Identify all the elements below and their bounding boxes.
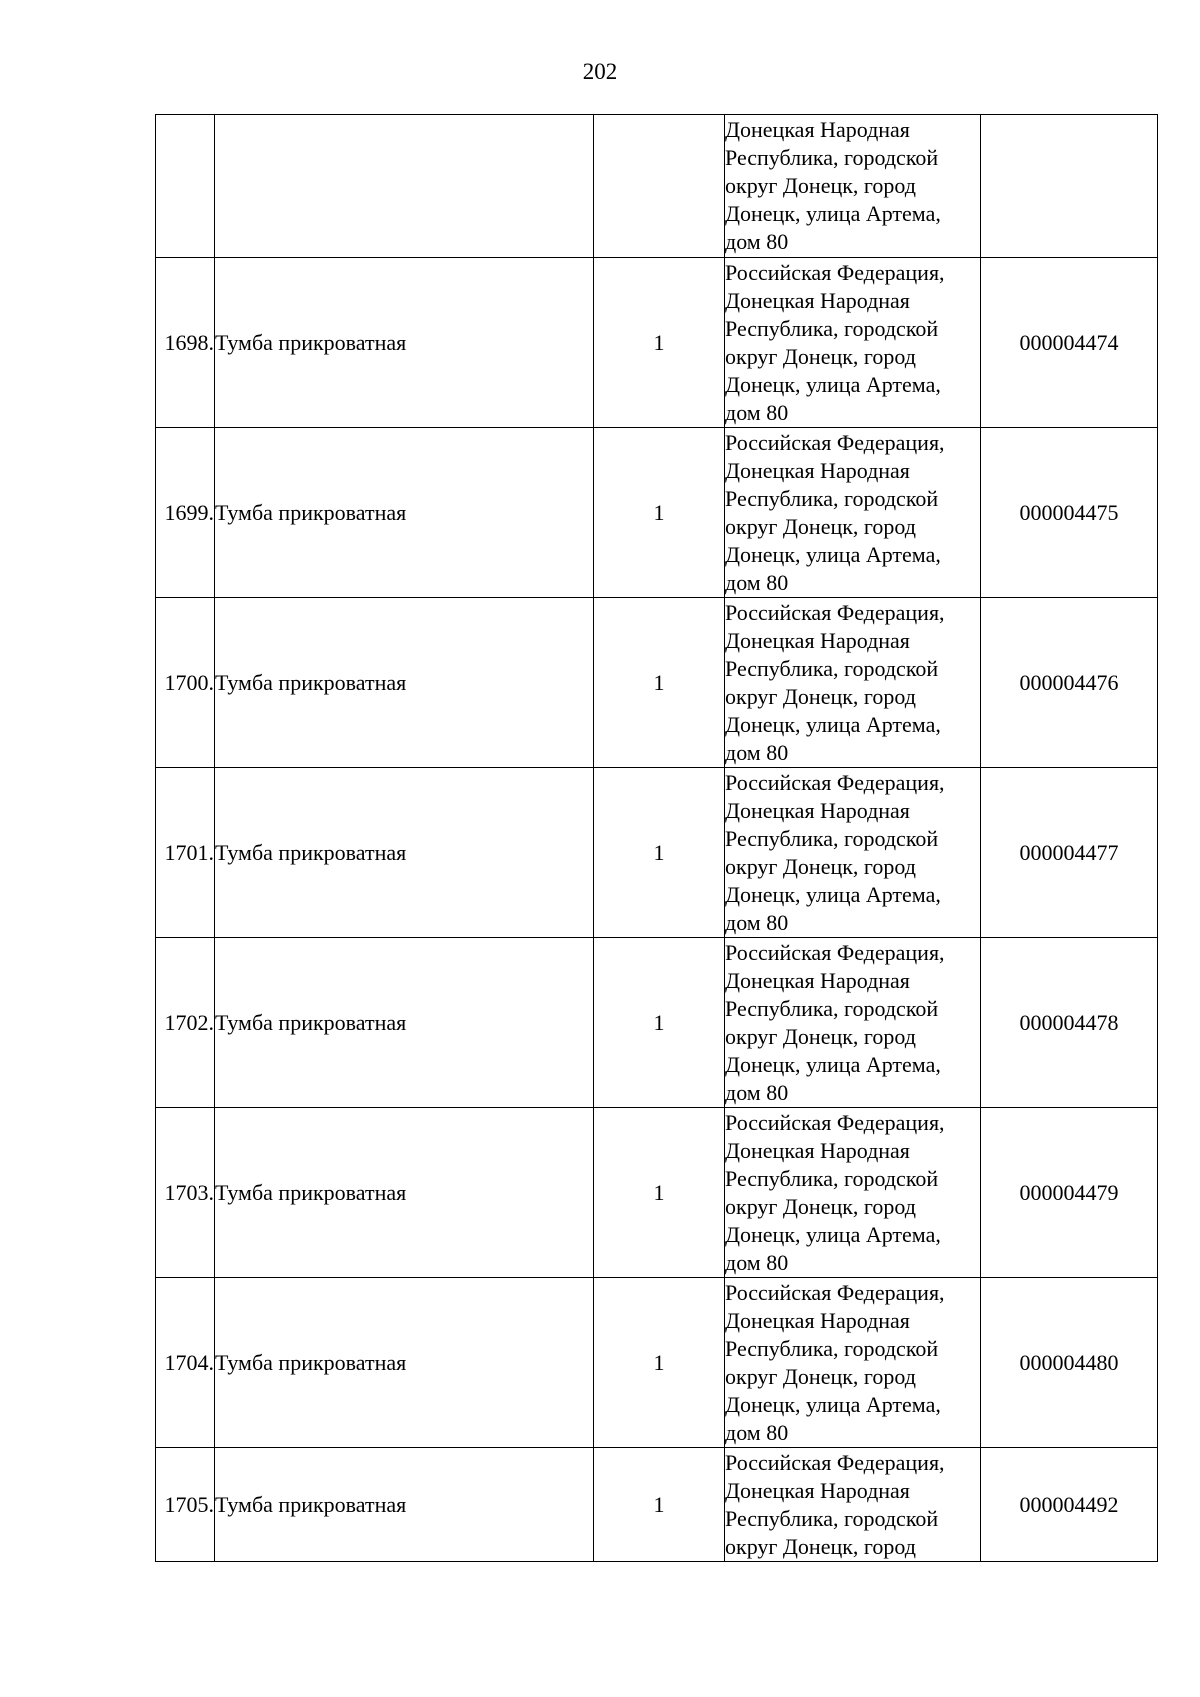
address-line: округ Донецк, город [725,513,916,539]
address-line: Донецкая Народная [725,1477,910,1503]
address-line: Республика, городской [725,145,939,170]
address-line: Республика, городской [725,1505,939,1531]
item-name-cell: Тумба прикроватная [215,598,594,768]
address-line: Республика, городской [725,1165,939,1191]
address-line: Российская Федерация, [725,1449,945,1475]
address-line: Донецкая Народная [725,627,910,653]
address-cell [725,1278,981,1448]
address-line: Российская Федерация, [725,599,945,625]
table-row [156,768,1158,938]
row-number-cell [156,115,215,258]
address-line: Республика, городской [725,485,939,511]
address-line: Российская Федерация, [725,429,945,455]
table-row [156,115,1158,258]
quantity-cell: 1 [594,598,725,768]
address-line: Российская Федерация, [725,1279,945,1305]
address-cell [725,428,981,598]
item-name-cell: Тумба прикроватная [215,1278,594,1448]
item-name-cell: Тумба прикроватная [215,428,594,598]
address-line: Донецкая Народная [725,1307,910,1333]
address-line: дом 80 [725,1419,789,1445]
table-row [156,1448,1158,1562]
quantity-cell: 1 [594,938,725,1108]
address-line: Донецк, улица Артема, [725,1391,941,1417]
address-line: Республика, городской [725,315,939,341]
address-line: округ Донецк, город [725,343,916,369]
address-cell [725,258,981,428]
quantity-cell: 1 [594,1448,725,1562]
address-line: Донецкая Народная [725,1137,910,1163]
address-line: Республика, городской [725,825,939,851]
table-row [156,1278,1158,1448]
item-name-cell [215,115,594,258]
item-name-cell: Тумба прикроватная [215,258,594,428]
row-number-cell: 1705. [156,1448,215,1562]
address-line: дом 80 [725,739,789,765]
address-line: Донецк, улица Артема, [725,371,941,397]
address-line: округ Донецк, город [725,173,916,198]
address-line: Республика, городской [725,1335,939,1361]
inventory-number-cell: 000004476 [981,598,1158,768]
inventory-number-cell: 000004477 [981,768,1158,938]
address-line: округ Донецк, город [725,1363,916,1389]
row-number-cell: 1698. [156,258,215,428]
address-line: Донецкая Народная [725,967,910,993]
row-number-cell: 1702. [156,938,215,1108]
table-row [156,938,1158,1108]
row-number-cell: 1704. [156,1278,215,1448]
row-number-cell: 1700. [156,598,215,768]
address-line: Донецк, улица Артема, [725,1221,941,1247]
quantity-cell: 1 [594,768,725,938]
inventory-number-cell: 000004474 [981,258,1158,428]
address-line: Донецк, улица Артема, [725,541,941,567]
quantity-cell: 1 [594,258,725,428]
address-line: округ Донецк, город [725,683,916,709]
address-line: Донецкая Народная [725,797,910,823]
address-line: дом 80 [725,1249,789,1275]
row-number-cell: 1699. [156,428,215,598]
address-cell [725,598,981,768]
address-line: Российская Федерация, [725,1109,945,1135]
page-number: 202 [582,59,618,84]
inventory-number-cell: 000004480 [981,1278,1158,1448]
address-line: Донецкая Народная [725,117,910,142]
row-number-cell: 1703. [156,1108,215,1278]
address-line: дом 80 [725,399,789,425]
item-name-cell: Тумба прикроватная [215,1448,594,1562]
address-line: дом 80 [725,229,789,254]
inventory-number-cell: 000004479 [981,1108,1158,1278]
address-cell [725,938,981,1108]
address-line: Российская Федерация, [725,259,945,285]
address-cell [725,1108,981,1278]
item-name-cell: Тумба прикроватная [215,938,594,1108]
item-name-cell: Тумба прикроватная [215,1108,594,1278]
inventory-table [155,114,1158,1562]
address-line: Донецк, улица Артема, [725,201,941,226]
address-line: Республика, городской [725,655,939,681]
table-row [156,258,1158,428]
address-line: дом 80 [725,569,789,595]
table-body [156,115,1158,1562]
address-line: дом 80 [725,909,789,935]
quantity-cell: 1 [594,1278,725,1448]
address-line: Донецк, улица Артема, [725,1051,941,1077]
address-line: округ Донецк, город [725,1533,916,1559]
address-line: округ Донецк, город [725,1023,916,1049]
item-name-cell: Тумба прикроватная [215,768,594,938]
row-number-cell: 1701. [156,768,215,938]
address-line: Донецкая Народная [725,287,910,313]
address-line: Донецк, улица Артема, [725,881,941,907]
address-line: округ Донецк, город [725,1193,916,1219]
table-row [156,1108,1158,1278]
address-line: округ Донецк, город [725,853,916,879]
address-line: Республика, городской [725,995,939,1021]
quantity-cell: 1 [594,428,725,598]
quantity-cell: 1 [594,1108,725,1278]
address-line: Донецкая Народная [725,457,910,483]
inventory-number-cell [981,115,1158,258]
address-cell [725,1448,981,1562]
address-line: Российская Федерация, [725,939,945,965]
inventory-number-cell: 000004478 [981,938,1158,1108]
quantity-cell [594,115,725,258]
address-cell [725,115,981,258]
inventory-number-cell: 000004475 [981,428,1158,598]
inventory-number-cell: 000004492 [981,1448,1158,1562]
address-cell [725,768,981,938]
address-line: Российская Федерация, [725,769,945,795]
table-row [156,428,1158,598]
address-line: Донецк, улица Артема, [725,711,941,737]
table-row [156,598,1158,768]
address-line: дом 80 [725,1079,789,1105]
